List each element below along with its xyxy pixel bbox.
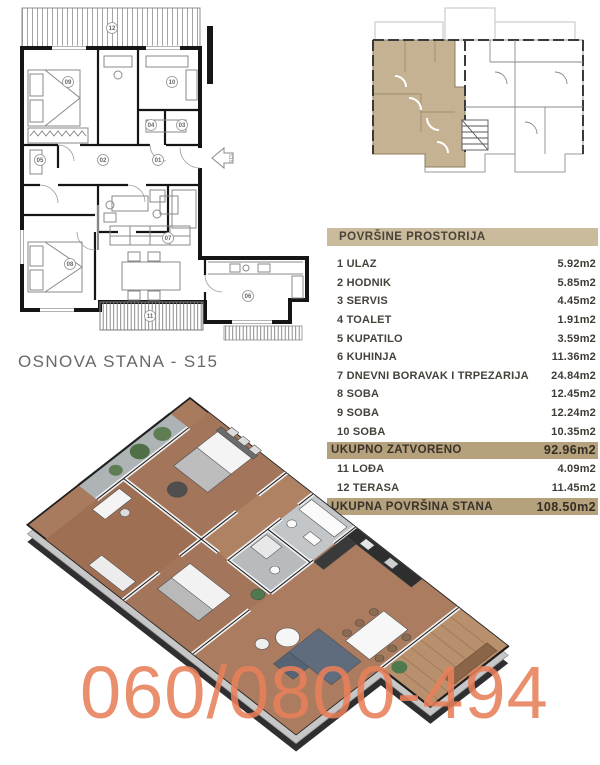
svg-text:04: 04: [147, 123, 155, 130]
row-label: 4 TOALET: [337, 314, 392, 327]
svg-text:05: 05: [36, 158, 44, 165]
floorplan-2d: [0, 0, 320, 345]
table-row: [327, 292, 598, 311]
plan-title: OSNOVA STANA - S15: [18, 352, 219, 371]
row-value: 3.59m2: [557, 332, 596, 345]
row-label: 11 LOĐA: [337, 463, 385, 476]
row-value: 11.36m2: [551, 351, 596, 364]
table-row: [327, 311, 598, 330]
svg-text:02: 02: [99, 158, 107, 165]
walkway-hatch: [224, 326, 302, 340]
row-value: 10.35m2: [551, 425, 596, 438]
svg-text:07: 07: [164, 236, 172, 243]
svg-text:01: 01: [154, 158, 162, 165]
row-label: 2 HODNIK: [337, 276, 392, 289]
overview-stairs: [462, 120, 488, 150]
svg-text:11: 11: [146, 314, 154, 321]
row-label: UKUPNA POVRŠINA STANA: [331, 500, 493, 513]
overview-terraces: [375, 8, 575, 40]
table-row: [327, 255, 598, 274]
row-value: 11.45m2: [551, 481, 596, 494]
svg-text:06: 06: [244, 294, 252, 301]
phone-number: 060/0800-494: [80, 651, 549, 734]
row-value: 4.09m2: [557, 463, 596, 476]
building-overview: [365, 2, 595, 192]
svg-text:10: 10: [168, 80, 176, 87]
svg-text:03: 03: [178, 123, 186, 130]
row-label: 8 SOBA: [337, 388, 380, 401]
table-row: [327, 274, 598, 293]
row-label: 5 KUPATILO: [337, 332, 403, 345]
neighbour-wall: [207, 26, 213, 84]
row-label: 1 ULAZ: [337, 258, 377, 271]
row-value: 24.84m2: [551, 369, 596, 382]
areas-table-header: POVRŠINE PROSTORIJA: [327, 228, 598, 246]
row-label: 12 TERASA: [337, 481, 400, 494]
svg-text:S15: S15: [227, 153, 233, 163]
row-label: 7 DNEVNI BORAVAK I TRPEZARIJA: [337, 369, 529, 382]
svg-text:08: 08: [66, 262, 74, 269]
row-value: 108.50m2: [536, 499, 596, 514]
svg-text:12: 12: [108, 26, 116, 33]
table-row: [327, 329, 598, 348]
entrance-arrow: [212, 148, 233, 168]
row-value: 12.45m2: [551, 388, 596, 401]
row-value: 12.24m2: [551, 407, 596, 420]
row-label: 10 SOBA: [337, 425, 386, 438]
svg-text:09: 09: [64, 80, 72, 87]
row-value: 1.91m2: [557, 314, 596, 327]
row-label: UKUPNO ZATVORENO: [331, 444, 462, 457]
row-value: 5.92m2: [557, 258, 596, 271]
row-value: 5.85m2: [557, 276, 596, 289]
row-value: 92.96m2: [543, 443, 596, 458]
row-label: 3 SERVIS: [337, 295, 388, 308]
row-label: 9 SOBA: [337, 407, 380, 420]
row-label: 6 KUHINJA: [337, 351, 397, 364]
table-row: [327, 348, 598, 367]
row-value: 4.45m2: [557, 295, 596, 308]
